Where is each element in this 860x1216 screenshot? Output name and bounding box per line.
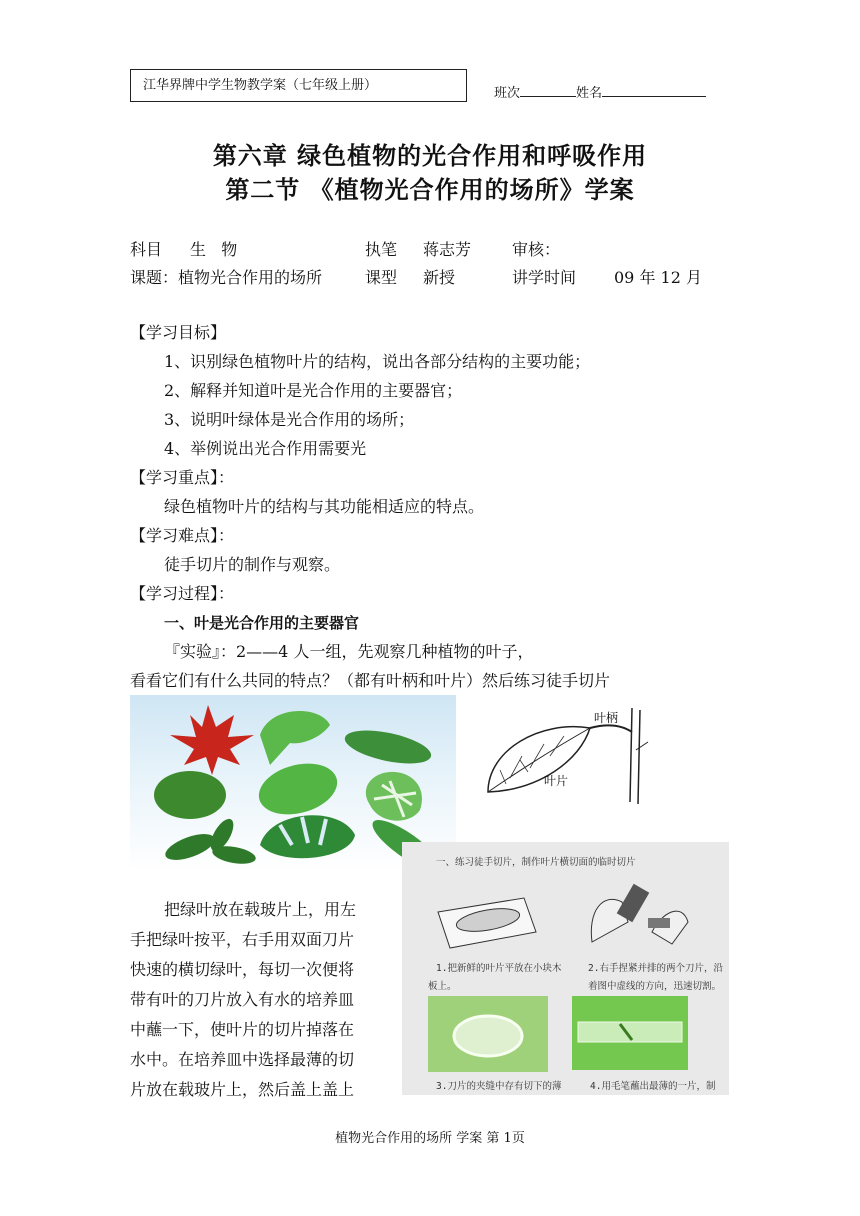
time-label: 讲学时间 xyxy=(512,268,577,287)
step1-line1: 1.把新鲜的叶片平放在小块木 xyxy=(436,963,562,974)
step2-line1: 2.右手捏紧并排的两个刀片，沿 xyxy=(588,963,723,974)
body-line: 快速的横切绿叶，每切一次便将 xyxy=(130,960,355,979)
subject-label: 科目 xyxy=(130,240,163,259)
hands-cutting-icon xyxy=(582,872,692,952)
ginkgo-leaf-icon xyxy=(260,711,330,765)
type-label: 课型 xyxy=(365,268,398,287)
body-line: 中蘸一下，使叶片的切片掉落在 xyxy=(130,1020,355,1039)
step3-caption: 3.刀片的夹缝中存有切下的薄 xyxy=(436,1081,562,1092)
slide-photo xyxy=(572,996,688,1070)
experiment-line2: 看看它们有什么共同的特点？（都有叶柄和叶片）然后练习徒手切片 xyxy=(130,671,611,690)
sectioning-steps-figure xyxy=(402,842,729,1095)
petri-dish-icon xyxy=(428,996,548,1072)
school-header-text: 江华界牌中学生物教学案（七年级上册） xyxy=(143,78,378,93)
section-title: 第二节 《植物光合作用的场所》学案 xyxy=(225,176,635,204)
difficulty-heading: 【学习难点】： xyxy=(130,526,235,545)
step1-line2: 板上。 xyxy=(428,981,457,992)
subject-value: 生 物 xyxy=(190,240,238,259)
petri-dish-photo xyxy=(428,996,548,1072)
leaf-structure-diagram xyxy=(470,700,670,810)
long-leaf-icon xyxy=(342,724,434,770)
compound-leaf-icon xyxy=(162,815,257,866)
type-value: 新授 xyxy=(423,268,456,287)
author-label: 执笔 xyxy=(365,240,398,259)
experiment-line1: 『实验』：2——4 人一组，先观察几种植物的叶子， xyxy=(164,642,534,661)
review-label: 审核： xyxy=(512,240,561,259)
class-label: 班次 xyxy=(494,86,521,101)
body-line: 把绿叶放在载玻片上，用左 xyxy=(164,900,357,919)
step2-line2: 着图中虚线的方向，迅速切割。 xyxy=(588,981,722,992)
body-line: 手把绿叶按平，右手用双面刀片 xyxy=(130,930,355,949)
serrated-leaf-icon xyxy=(154,771,226,819)
section1-heading: 一、叶是光合作用的主要器官 xyxy=(164,614,360,632)
difficulty-text: 徒手切片的制作与观察。 xyxy=(164,555,341,574)
body-line: 水中。在培养皿中选择最薄的切 xyxy=(130,1050,355,1069)
time-value: 09 年 12 月 xyxy=(614,268,702,287)
maple-leaf-icon xyxy=(170,705,254,775)
class-blank[interactable] xyxy=(520,84,576,97)
topic: 课题：植物光合作用的场所 xyxy=(130,268,323,287)
goal-item: 4、举例说出光合作用需要光 xyxy=(164,439,367,458)
body-line: 带有叶的刀片放入有水的培养皿 xyxy=(130,990,355,1009)
key-point-heading: 【学习重点】： xyxy=(130,468,235,487)
school-header-box xyxy=(130,69,467,102)
round-leaf-icon xyxy=(253,755,343,822)
blade-label: 叶片 xyxy=(544,774,569,788)
steps-title: 一、练习徒手切片，制作叶片横切面的临时切片 xyxy=(436,857,636,868)
leaf-on-board-icon xyxy=(432,892,542,952)
name-blank[interactable] xyxy=(602,84,706,97)
key-point-text: 绿色植物叶片的结构与其功能相适应的特点。 xyxy=(164,497,485,516)
goal-item: 2、解释并知道叶是光合作用的主要器官； xyxy=(164,381,463,400)
leaf-outline-icon xyxy=(470,700,670,810)
chapter-title: 第六章 绿色植物的光合作用和呼吸作用 xyxy=(212,142,648,170)
class-name-line xyxy=(494,82,706,101)
goal-item: 3、说明叶绿体是光合作用的场所； xyxy=(164,410,415,429)
petiole-label: 叶柄 xyxy=(594,711,619,725)
glass-slide-icon xyxy=(572,996,688,1070)
step4-caption: 4.用毛笔蘸出最薄的一片，制 xyxy=(590,1081,716,1092)
goal-item: 1、识别绿色植物叶片的结构，说出各部分结构的主要功能； xyxy=(164,352,591,371)
body-line: 片放在载玻片上，然后盖上盖上 xyxy=(130,1080,355,1099)
goals-heading: 【学习目标】 xyxy=(130,323,227,342)
author-value: 蒋志芳 xyxy=(423,240,472,259)
page-footer: 植物光合作用的场所 学案 第 1页 xyxy=(335,1131,525,1146)
name-label: 姓名 xyxy=(576,86,603,101)
process-heading: 【学习过程】： xyxy=(130,584,235,603)
